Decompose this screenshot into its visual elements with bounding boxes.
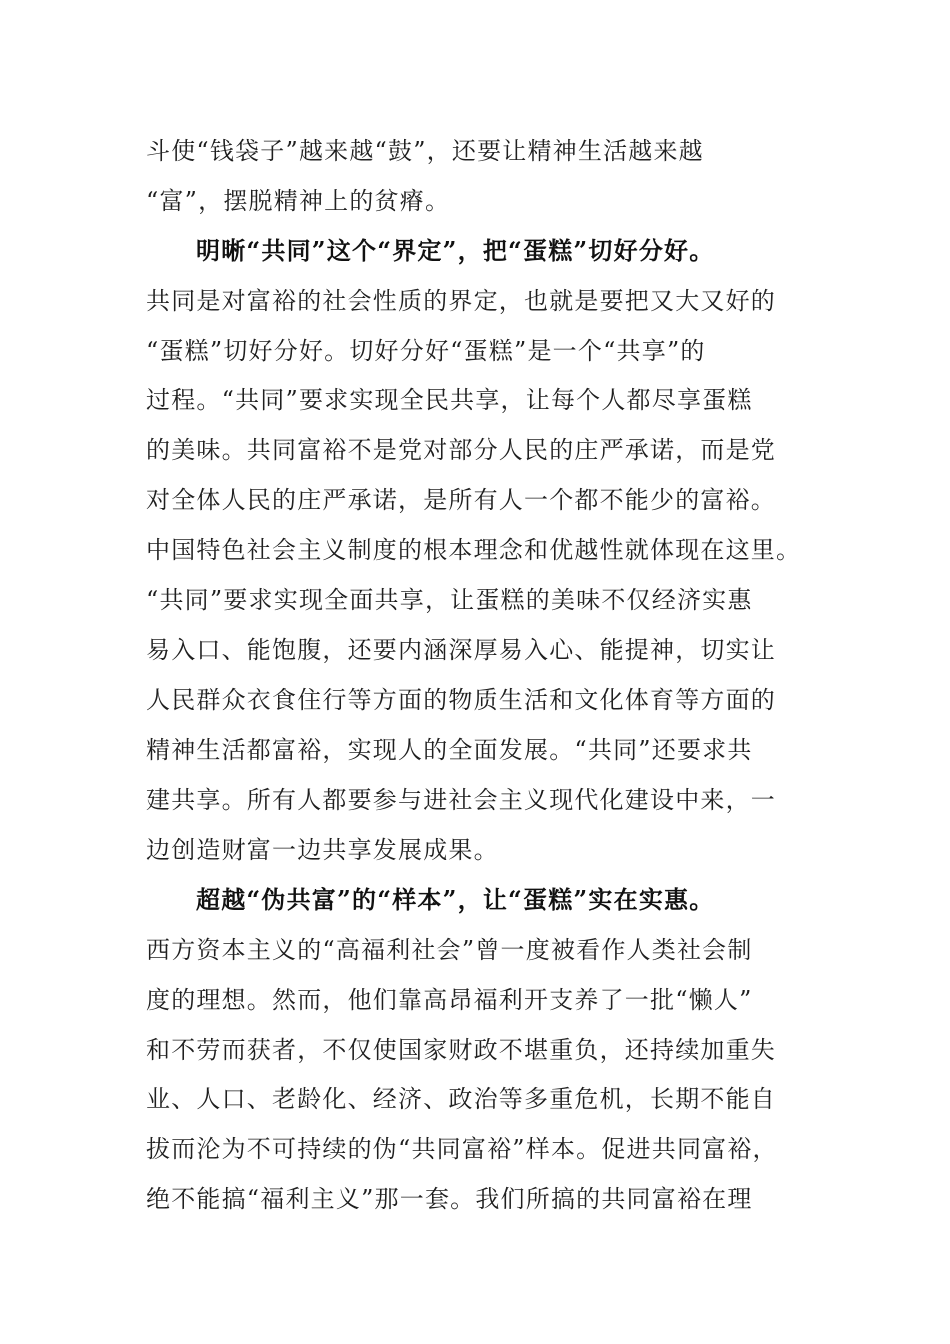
text-line: 西方资本主义的“高福利社会”曾一度被看作人类社会制: [146, 936, 753, 964]
text-line: 共同是对富裕的社会性质的界定，也就是要把又大又好的: [146, 287, 776, 315]
text-line: 易入口、能饱腹，还要内涵深厚易入心、能提神，切实让: [146, 636, 776, 664]
text-line: 斗使“钱袋子”越来越“鼓”，还要让精神生活越来越: [146, 137, 704, 165]
text-line: 精神生活都富裕，实现人的全面发展。“共同”还要求共: [146, 736, 753, 764]
text-line: 拔而沦为不可持续的伪“共同富裕”样本。促进共同富裕，: [146, 1135, 778, 1163]
section-heading: 超越“伪共富”的“样本”，让“蛋糕”实在实惠。: [196, 885, 715, 914]
text-line: 和不劳而获者，不仅使国家财政不堪重负，还持续加重失: [146, 1036, 776, 1064]
text-line: 过程。“共同”要求实现全民共享，让每个人都尽享蛋糕: [146, 386, 753, 414]
text-line: “蛋糕”切好分好。切好分好“蛋糕”是一个“共享”的: [146, 337, 706, 365]
text-line: 人民群众衣食住行等方面的物质生活和文化体育等方面的: [146, 686, 776, 714]
text-line: 建共享。所有人都要参与进社会主义现代化建设中来，一: [146, 786, 776, 814]
text-line: “共同”要求实现全面共享，让蛋糕的美味不仅经济实惠: [146, 586, 753, 614]
text-line: 绝不能搞“福利主义”那一套。我们所搞的共同富裕在理: [146, 1185, 753, 1213]
text-line: 边创造财富一边共享发展成果。: [146, 836, 499, 864]
text-line: 业、人口、老龄化、经济、政治等多重危机，长期不能自: [146, 1085, 776, 1113]
text-line: 的美味。共同富裕不是党对部分人民的庄严承诺，而是党: [146, 436, 776, 464]
section-heading: 明晰“共同”这个“界定”，把“蛋糕”切好分好。: [196, 236, 715, 265]
text-line: 中国特色社会主义制度的根本理念和优越性就体现在这里。: [146, 536, 802, 564]
text-line: 度的理想。然而，他们靠高昂福利开支养了一批“懒人”: [146, 986, 753, 1014]
text-line: 对全体人民的庄严承诺，是所有人一个都不能少的富裕。: [146, 486, 776, 514]
text-line: “富”，摆脱精神上的贫瘠。: [146, 187, 451, 215]
